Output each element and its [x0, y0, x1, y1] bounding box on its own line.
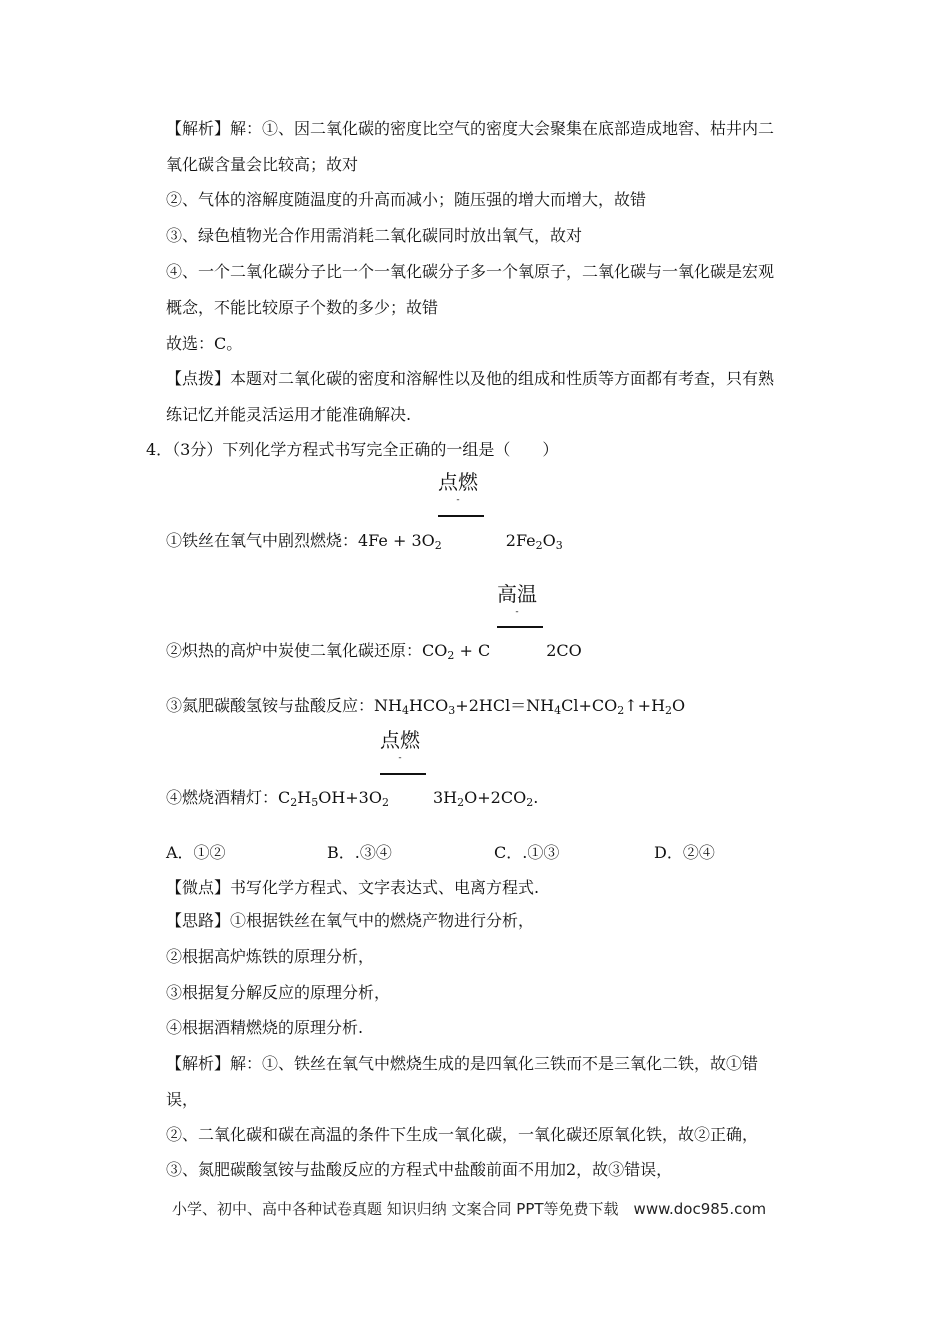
condition-mark: -	[398, 753, 402, 763]
reaction-arrow-bar-2	[497, 626, 543, 628]
eq4-part: ④燃烧酒精灯：C	[166, 788, 291, 807]
eq1-product: 2Fe	[505, 531, 536, 550]
eq1-product-part: O	[542, 531, 556, 550]
condition-mark: -	[456, 495, 460, 505]
tip-line-2: 练记忆并能灵活运用才能准确解决.	[166, 405, 412, 424]
eq4-part: O+2CO	[464, 788, 527, 807]
condition-text: 点燃	[438, 470, 478, 494]
approach-line-2: ②根据高炉炼铁的原理分析，	[166, 947, 375, 966]
subscript: 4	[554, 704, 562, 717]
subscript: 2	[535, 539, 543, 552]
eq4-part: OH+3O	[318, 788, 382, 807]
solution-line-1: 【解析】解：①、因二氧化碳的密度比空气的密度大会聚集在底部造成地窖、枯井内二	[166, 119, 775, 138]
reaction-arrow-bar-4	[380, 773, 426, 775]
approach-line-3: ③根据复分解反应的原理分析，	[166, 983, 391, 1002]
option-c: C．.①③	[494, 843, 560, 862]
subscript: 2	[290, 796, 298, 809]
approach-line-1: 【思路】①根据铁丝在氧气中的燃烧产物进行分析，	[166, 911, 535, 930]
eq3-part: O	[672, 696, 686, 715]
option-b: B．.③④	[327, 843, 392, 862]
reaction-arrow-bar-1	[438, 515, 484, 517]
condition-text: 高温	[497, 582, 537, 606]
subscript: 3	[448, 704, 456, 717]
condition-hightemp	[497, 582, 537, 617]
approach-line-4: ④根据酒精燃烧的原理分析.	[166, 1018, 364, 1037]
equation-2	[166, 641, 582, 661]
eq3-part: HCO	[408, 696, 449, 715]
condition-mark: -	[515, 607, 519, 617]
eq3-part: ③氮肥碳酸氢铵与盐酸反应：NH	[166, 696, 402, 715]
condition-text: 点燃	[380, 728, 420, 752]
eq2-reactants: ②炽热的高炉中炭使二氧化碳还原：CO	[166, 641, 448, 660]
eq4-product: 3H	[432, 788, 458, 807]
option-a: A．①②	[166, 843, 226, 862]
equation-4	[166, 788, 538, 808]
eq4-part: H	[297, 788, 312, 807]
solution-line-2: 氧化碳含量会比较高；故对	[166, 155, 359, 174]
subscript: 2	[434, 539, 442, 552]
subscript: 2	[457, 796, 465, 809]
knowledge-point: 【微点】书写化学方程式、文字表达式、电离方程式.	[166, 878, 540, 897]
condition-ignite-2	[380, 728, 420, 763]
subscript: 2	[381, 796, 389, 809]
analysis-line-2: 误，	[166, 1090, 199, 1109]
tip-line-1: 【点拨】本题对二氧化碳的密度和溶解性以及他的组成和性质等方面都有考查，只有熟	[166, 369, 775, 388]
choice-answer: 故选：C。	[166, 334, 243, 353]
analysis-line-4: ③、氮肥碳酸氢铵与盐酸反应的方程式中盐酸前面不用加2，故③错误，	[166, 1160, 673, 1179]
subscript: 2	[447, 649, 455, 662]
solution-line-4: ③、绿色植物光合作用需消耗二氧化碳同时放出氧气，故对	[166, 226, 583, 245]
analysis-line-1: 【解析】解：①、铁丝在氧气中燃烧生成的是四氧化三铁而不是三氧化二铁，故①错	[166, 1054, 759, 1073]
eq1-reactants: ①铁丝在氧气中剧烈燃烧：4Fe + 3O	[166, 531, 435, 550]
subscript: 2	[526, 796, 534, 809]
eq3-part: ↑+H	[624, 696, 666, 715]
question-stem: 4．（3分）下列化学方程式书写完全正确的一组是（ ）	[146, 440, 559, 459]
eq4-part: .	[533, 788, 539, 807]
option-d: D．②④	[654, 843, 715, 862]
eq3-part: Cl+CO	[561, 696, 618, 715]
subscript: 2	[665, 704, 673, 717]
solution-line-3: ②、气体的溶解度随温度的升高而减小；随压强的增大而增大，故错	[166, 190, 647, 209]
subscript: 5	[311, 796, 319, 809]
eq2-reactants-part: + C	[454, 641, 491, 660]
footer-download-note: 小学、初中、高中各种试卷真题 知识归纳 文案合同 PPT等免费下载 www.doc985.com	[172, 1200, 767, 1218]
subscript: 3	[555, 539, 563, 552]
solution-line-5: ④、一个二氧化碳分子比一个一氧化碳分子多一个氧原子，二氧化碳与一氧化碳是宏观	[166, 262, 775, 281]
eq3-part: +2HCl＝NH	[455, 696, 555, 715]
equation-3	[166, 696, 685, 716]
eq2-product: 2CO	[546, 641, 582, 660]
analysis-line-3: ②、二氧化碳和碳在高温的条件下生成一氧化碳，一氧化碳还原氧化铁，故②正确，	[166, 1125, 759, 1144]
subscript: 2	[617, 704, 625, 717]
condition-ignite-1	[438, 470, 478, 505]
solution-line-6: 概念，不能比较原子个数的多少；故错	[166, 298, 439, 317]
equation-1	[166, 531, 563, 551]
subscript: 4	[401, 704, 409, 717]
